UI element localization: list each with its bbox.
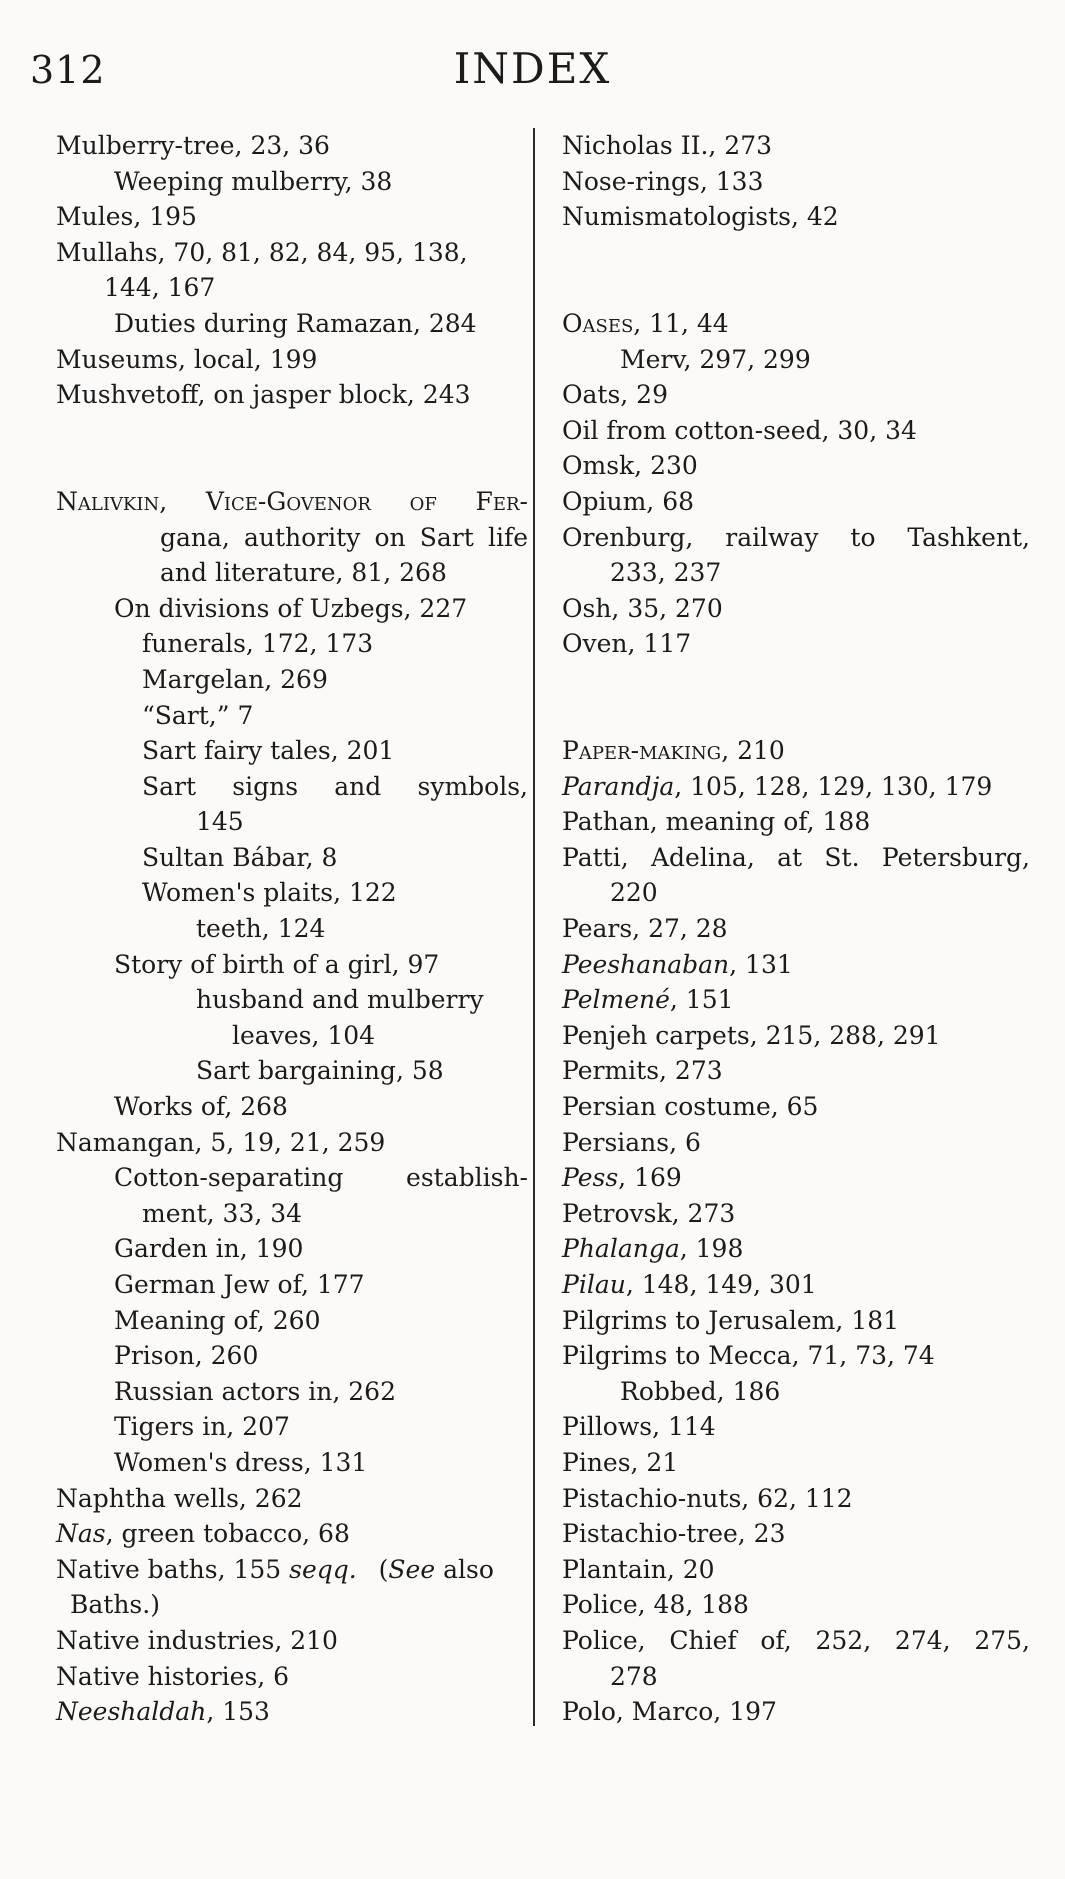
letter-section-gap [56,413,528,484]
index-entry: Pilgrims to Mecca, 71, 73, 74 [562,1341,935,1371]
index-subentry: Story of birth of a girl, 97 [114,949,440,979]
index-entry: Pistachio-tree, 23 [562,1519,786,1549]
index-subentry: Robbed, 186 [620,1376,781,1406]
index-entry: Osh, 35, 270 [562,593,723,623]
index-entry-continuation: and literature, 81, 268 [160,558,447,588]
column-divider [533,128,535,1726]
index-entry: Omsk, 230 [562,451,698,481]
index-entry: Nicholas II., 273 [562,131,773,160]
index-entry: Nose-rings, 133 [562,166,764,196]
index-entry [562,769,1030,805]
index-entry: Persians, 6 [562,1127,701,1157]
index-entry: Patti, Adelina, at St. Petersburg, [562,842,1030,872]
index-entry: Oil from cotton-seed, 30, 34 [562,415,917,445]
index-term-italic: Pilau [562,1270,626,1299]
index-entry: Numismatologists, 42 [562,202,839,232]
index-column-left [56,128,528,1730]
index-entry [562,982,1030,1018]
index-entry-continuation: ment, 33, 34 [142,1198,303,1228]
index-entry [562,947,1030,983]
index-locators: , 153 [206,1697,270,1727]
index-subentry: On divisions of Uzbegs, 227 [114,593,468,623]
index-entry: Mules, 195 [56,202,197,232]
index-column-right [562,128,1030,1730]
index-subentry: husband and mulberry [196,985,484,1015]
index-entry-continuation: 220 [610,878,658,908]
index-subentry: Sultan Bábar, 8 [142,842,338,872]
index-subentry: Sart fairy tales, 201 [142,736,395,766]
index-entry [562,1160,1030,1196]
index-locators: , 151 [669,985,734,1015]
index-term: Native baths, 155 [56,1554,290,1584]
index-term-italic: Neeshaldah [56,1697,207,1727]
index-entry: Pines, 21 [562,1447,679,1477]
index-locators: , green tobacco, 68 [105,1519,350,1549]
index-entry: Oven, 117 [562,629,692,659]
index-entry: Penjeh carpets, 215, 288, 291 [562,1020,941,1050]
index-entry-section-start: Paper-making, 210 [562,736,785,766]
index-locators: , 169 [618,1163,682,1193]
index-entry: Native industries, 210 [56,1625,338,1655]
index-entry: Mullahs, 70, 81, 82, 84, 95, 138, [56,237,468,267]
index-entry-continuation: leaves, 104 [232,1020,376,1050]
index-term-italic: Nas [56,1519,106,1549]
index-entry: Plantain, 20 [562,1554,715,1584]
index-entry: Namangan, 5, 19, 21, 259 [56,1127,386,1157]
index-subentry: “Sart,” 7 [142,700,254,730]
index-subentry: Weeping mulberry, 38 [114,166,393,196]
page-title: INDEX [453,44,612,93]
index-entry: Pillows, 114 [562,1412,716,1442]
index-subentry: Russian actors in, 262 [114,1376,396,1406]
index-subentry: Garden in, 190 [114,1234,304,1264]
index-subentry: funerals, 172, 173 [142,629,374,659]
index-term-italic: Phalanga [562,1234,680,1264]
index-entry: Pears, 27, 28 [562,914,728,944]
index-text: also [435,1554,494,1584]
index-entry: Polo, Marco, 197 [562,1697,777,1727]
letter-section-gap [562,662,1030,733]
index-entry: Pistachio-nuts, 62, 112 [562,1483,853,1513]
index-entry-continuation: gana, authority on Sart life [160,522,528,552]
index-entry: Petrovsk, 273 [562,1198,736,1228]
index-entry: Permits, 273 [562,1056,723,1086]
index-abbrev-italic: seqq. [289,1554,357,1584]
index-entry-continuation: 233, 237 [610,558,722,588]
index-entry-continuation: 278 [610,1661,658,1691]
index-entry: Police, 48, 188 [562,1590,749,1620]
index-entry: Pilgrims to Jerusalem, 181 [562,1305,899,1335]
letter-section-gap [562,235,1030,306]
index-subentry: Works of, 268 [114,1092,288,1122]
index-entry-section-start: Nalivkin, Vice-Govenor of Fer- [56,486,528,516]
index-text: ( [370,1554,389,1584]
index-entry [56,1552,528,1588]
index-entry [562,1231,1030,1267]
index-subentry: teeth, 124 [196,914,326,944]
page-header [0,44,1065,94]
index-subentry: Sart signs and symbols, [142,771,528,801]
index-locators: , 105, 128, 129, 130, 179 [674,771,993,801]
index-subentry: Duties during Ramazan, 284 [114,308,477,338]
index-subentry: German Jew of, 177 [114,1270,365,1299]
index-term-italic: Peeshanaban [562,949,730,979]
index-subentry: Women's plaits, 122 [142,878,397,908]
index-entry [56,1694,528,1730]
index-subentry: Meaning of, 260 [114,1305,321,1335]
index-subentry: Merv, 297, 299 [620,344,811,374]
page-number: 312 [30,48,106,92]
index-locators: , 148, 149, 301 [625,1270,817,1299]
index-locators: , 131 [729,949,793,979]
index-subentry: Sart bargaining, 58 [196,1056,444,1086]
index-entry: Naphtha wells, 262 [56,1483,303,1513]
index-locators: , 198 [679,1234,744,1264]
index-entry: Oats, 29 [562,380,668,410]
index-entry: Opium, 68 [562,486,695,516]
index-subentry: Margelan, 269 [142,664,328,694]
index-subentry: Tigers in, 207 [114,1412,290,1442]
index-entry: Museums, local, 199 [56,344,318,374]
index-entry-continuation: Baths.) [70,1590,160,1620]
index-entry: Native histories, 6 [56,1661,290,1691]
index-entry [56,1516,528,1552]
index-entry: Mulberry-tree, 23, 36 [56,131,330,160]
index-entry: Mushvetoff, on jasper block, 243 [56,380,471,410]
index-entry: Police, Chief of, 252, 274, 275, [562,1625,1030,1655]
index-entry: Pathan, meaning of, 188 [562,807,871,837]
index-subentry: Prison, 260 [114,1341,259,1371]
index-term-italic: Parandja [562,771,675,801]
index-entry: Orenburg, railway to Tashkent, [562,522,1030,552]
index-entry [562,1267,1030,1303]
index-subentry: Cotton-separating establish- [114,1163,528,1193]
index-subentry: Women's dress, 131 [114,1447,368,1477]
index-entry: Persian costume, 65 [562,1092,819,1122]
index-entry-section-start: Oases, 11, 44 [562,308,729,338]
index-crossref-italic: See [388,1554,436,1584]
index-entry-continuation: 144, 167 [104,273,216,303]
index-entry-continuation: 145 [196,807,244,837]
index-term-italic: Pelmené [562,985,670,1015]
index-term-italic: Pess [562,1163,619,1193]
